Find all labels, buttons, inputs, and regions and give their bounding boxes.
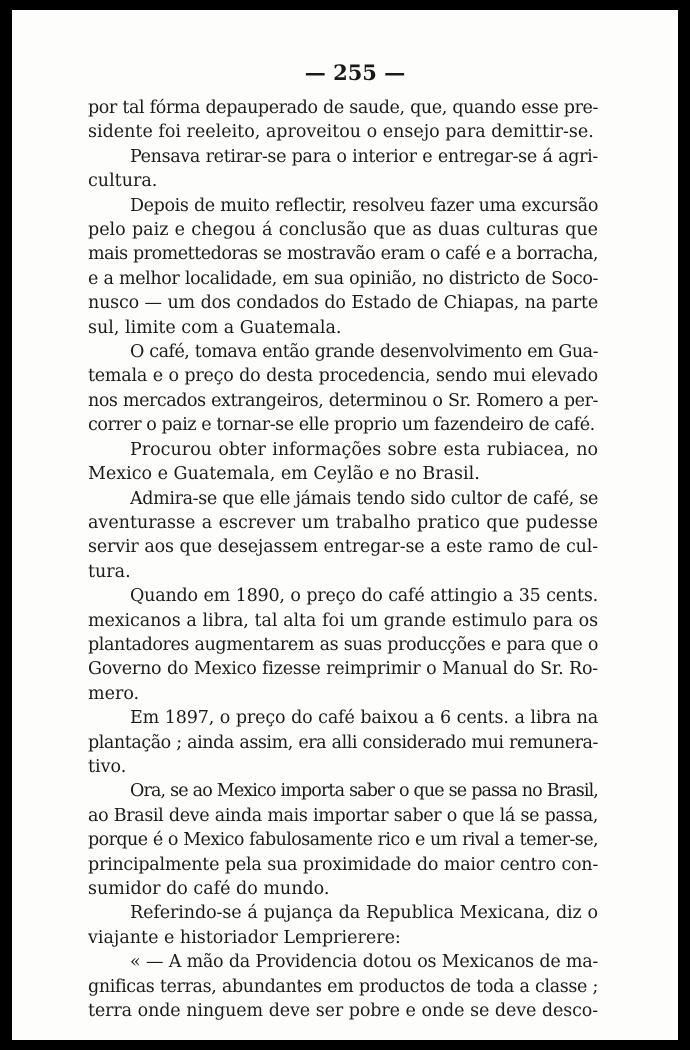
text-line: temala e o preço do desta procedencia, sendo mui elevado [88,366,598,387]
text-line: terra onde ninguem deve ser pobre e onde se deve desco- [88,1001,598,1022]
text-line: tura. [88,561,131,582]
text-line: nos mercados extrangeiros, determinou o Sr. Romero a per- [88,390,598,411]
text-line: porque é o Mexico fabulosamente rico e um rival a temer-se, [88,830,598,851]
text-line: Procurou obter informações sobre esta rubiacea, no [130,439,598,460]
text-line: Depois de muito reflectir, resolveu fazer uma excursão [130,195,598,216]
text-line: Governo do Mexico fizesse reimprimir o Manual do Sr. Ro- [88,659,598,680]
text-line: sidente foi reeleito, aproveitou o ensejo para demittir-se. [88,122,594,143]
text-line: « — A mão da Providencia dotou os Mexicanos de ma- [130,952,598,973]
text-line: mero. [88,683,140,704]
text-line: ao Brasil deve ainda mais importar saber o que lá se passa, [88,805,598,826]
text-line: Admira-se que elle jámais tendo sido cultor de café, se [130,488,598,509]
text-line: aventurasse a escrever um trabalho pratico que pudesse [88,512,598,533]
text-line: Mexico e Guatemala, em Ceylão e no Brasil. [88,464,480,485]
text-line: cultura. [88,171,158,192]
text-line: Quando em 1890, o preço do café attingio a 35 cents. [130,586,598,607]
text-line: plantação ; ainda assim, era alli considerado mui remunera- [88,732,598,753]
page-number: — 255 — [304,60,406,85]
text-line: Ora, se ao Mexico importa saber o que se passa no Brasil, [130,781,598,802]
text-line: viajante e historiador Lemprierere: [88,927,401,948]
text-line: e a melhor localidade, em sua opinião, no districto de Soco- [88,268,598,289]
text-line: sul, limite com a Guatemala. [88,317,342,338]
text-line: gnificas terras, abundantes em productos de toda a classe ; [88,976,598,997]
body-text [88,96,598,1023]
text-line: mexicanos a libra, tal alta foi um grande estimulo para os [88,610,598,631]
text-line: servir aos que desejassem entregar-se a este ramo de cul- [88,537,598,558]
text-line: nusco — um dos condados do Estado de Chiapas, na parte [88,293,598,314]
text-line: por tal fórma depauperado de saude, que, quando esse pre- [88,98,598,118]
text-line: correr o paiz e tornar-se elle proprio um fazendeiro de café. [88,415,595,436]
text-line: tivo. [88,756,127,777]
text-line: Pensava retirar-se para o interior e entregar-se á agri- [130,146,598,167]
text-line: O café, tomava então grande desenvolvimento em Gua- [130,342,598,363]
book-page [12,10,678,1040]
text-line: pelo paiz e chegou á conclusão que as duas culturas que [88,220,598,241]
text-line: plantadores augmentarem as suas producções e para que o [88,634,598,655]
text-line: sumidor do café do mundo. [88,879,330,899]
text-line: mais promettedoras se mostravão eram o café e a borracha, [88,244,598,265]
text-line: Referindo-se á pujança da Republica Mexicana, diz o [130,903,598,924]
text-line: principalmente pela sua proximidade do maior centro con- [88,854,598,875]
text-line: Em 1897, o preço do café baixou a 6 cents. a libra na [130,708,598,729]
